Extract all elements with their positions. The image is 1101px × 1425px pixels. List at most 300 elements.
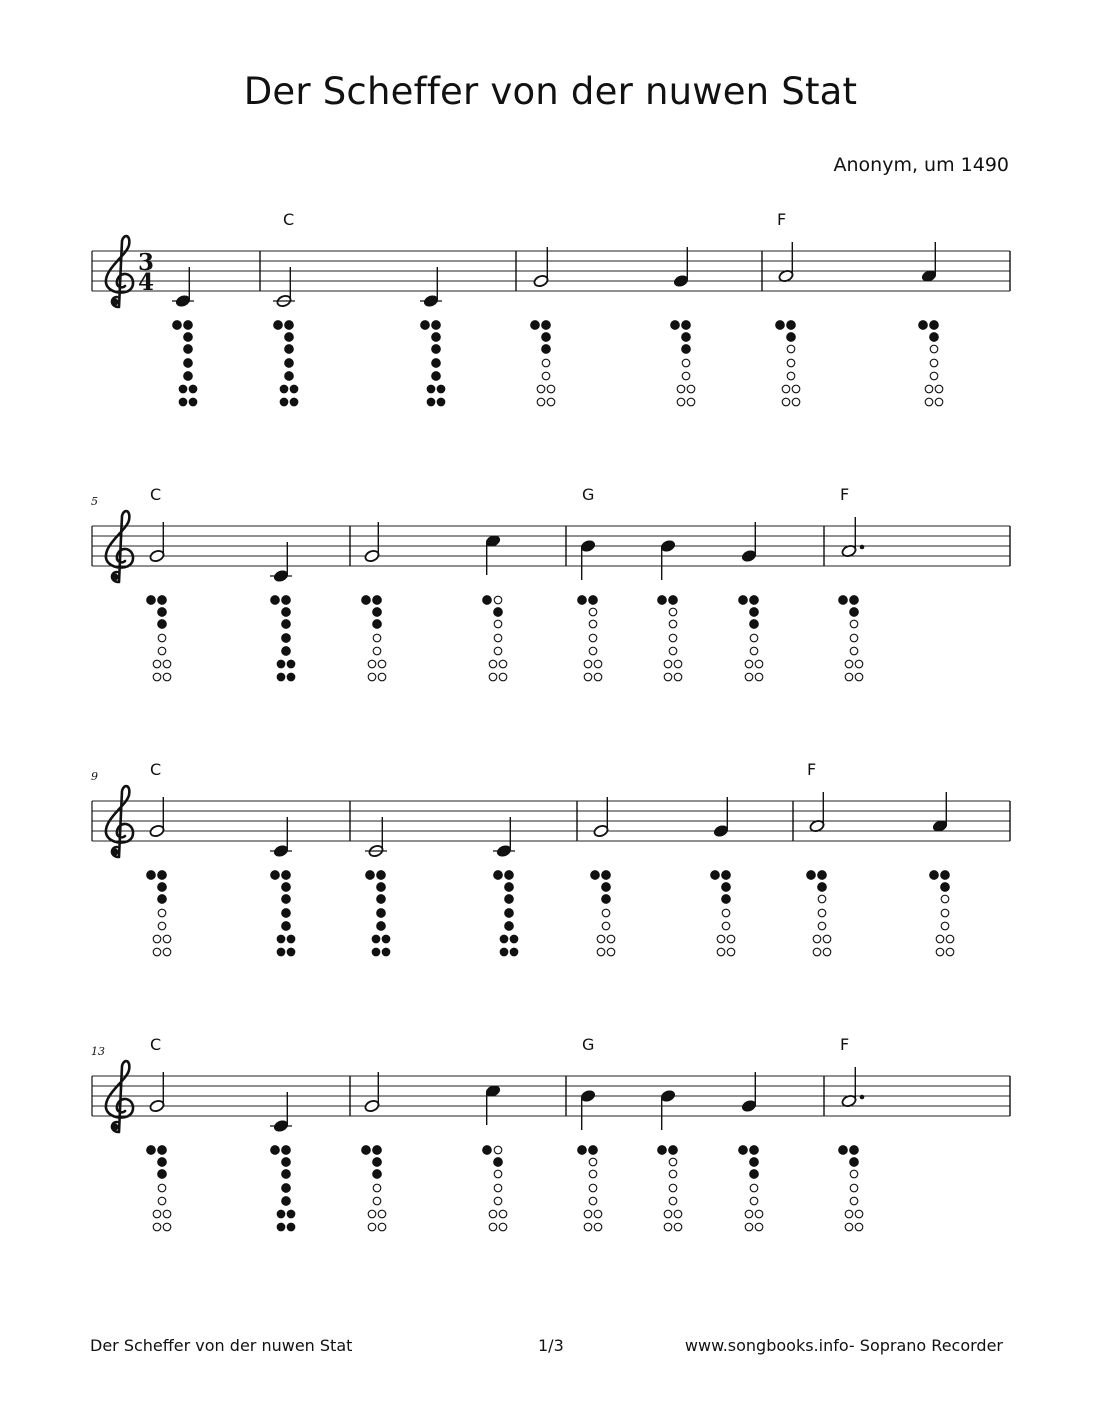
finger-hole-double <box>437 385 445 393</box>
finger-hole-double <box>163 948 171 956</box>
finger-hole-double <box>674 660 682 668</box>
finger-hole <box>432 359 441 368</box>
finger-hole <box>542 345 551 354</box>
finger-hole-double <box>717 948 725 956</box>
finger-hole <box>373 596 382 605</box>
finger-hole-double <box>510 948 518 956</box>
finger-hole <box>850 647 858 655</box>
finger-hole-double <box>290 385 298 393</box>
finger-hole-double <box>727 948 735 956</box>
finger-hole-double <box>677 385 685 393</box>
finger-hole <box>542 372 550 380</box>
finger-hole <box>930 333 939 342</box>
finger-hole-double <box>277 673 285 681</box>
finger-hole <box>282 895 291 904</box>
thumb-hole <box>271 596 280 605</box>
finger-hole-double <box>946 948 954 956</box>
finger-hole-double <box>755 1223 763 1231</box>
finger-hole <box>432 333 441 342</box>
finger-hole <box>282 1146 291 1155</box>
finger-hole-double <box>664 1210 672 1218</box>
finger-hole <box>589 1158 597 1166</box>
chord-symbol: F <box>777 210 787 229</box>
finger-hole-double <box>499 673 507 681</box>
finger-hole-double <box>287 673 295 681</box>
footer-title: Der Scheffer von der nuwen Stat <box>90 1336 353 1355</box>
thumb-hole <box>362 1146 371 1155</box>
finger-hole <box>505 922 514 931</box>
finger-hole <box>158 1146 167 1155</box>
finger-hole <box>158 922 166 930</box>
thumb-hole <box>362 596 371 605</box>
treble-clef <box>106 786 133 857</box>
finger-hole <box>787 321 796 330</box>
finger-hole-double <box>845 673 853 681</box>
finger-hole <box>494 608 503 617</box>
finger-hole-double <box>855 1210 863 1218</box>
finger-hole <box>722 909 730 917</box>
thumb-hole <box>271 871 280 880</box>
staff-system <box>91 1035 1010 1231</box>
staff-system <box>92 210 1010 406</box>
finger-hole <box>818 922 826 930</box>
finger-hole <box>602 909 610 917</box>
clef-tail-dot <box>112 1124 119 1131</box>
finger-hole <box>669 647 677 655</box>
finger-hole <box>722 922 730 930</box>
finger-hole <box>282 647 291 656</box>
finger-hole-double <box>594 1210 602 1218</box>
finger-hole <box>184 345 193 354</box>
finger-hole-double <box>607 948 615 956</box>
finger-hole <box>184 372 193 381</box>
finger-hole <box>850 608 859 617</box>
finger-hole <box>722 871 731 880</box>
finger-hole <box>850 620 858 628</box>
finger-hole-double <box>382 935 390 943</box>
finger-hole-double <box>936 948 944 956</box>
finger-hole <box>542 359 550 367</box>
time-signature-bottom: 4 <box>137 269 155 296</box>
finger-hole <box>669 596 678 605</box>
finger-hole <box>282 871 291 880</box>
finger-hole <box>930 359 938 367</box>
thumb-hole <box>147 596 156 605</box>
finger-hole <box>282 1184 291 1193</box>
augmentation-dot <box>860 1095 865 1100</box>
thumb-hole <box>271 1146 280 1155</box>
finger-hole-double <box>597 935 605 943</box>
finger-hole-double <box>280 385 288 393</box>
finger-hole-double <box>855 1223 863 1231</box>
composer-credit: Anonym, um 1490 <box>833 154 1009 176</box>
finger-hole-double <box>153 1223 161 1231</box>
finger-hole-double <box>664 673 672 681</box>
finger-hole <box>505 895 514 904</box>
finger-hole <box>787 333 796 342</box>
finger-hole <box>589 608 597 616</box>
finger-hole <box>682 372 690 380</box>
finger-hole <box>930 372 938 380</box>
finger-hole-double <box>372 935 380 943</box>
finger-hole <box>669 1158 677 1166</box>
finger-hole-double <box>823 935 831 943</box>
chord-symbol: G <box>582 485 595 504</box>
finger-hole-double <box>925 385 933 393</box>
chord-symbol: C <box>283 210 295 229</box>
finger-hole <box>669 634 677 642</box>
treble-clef <box>106 511 133 582</box>
page-title: Der Scheffer von der nuwen Stat <box>243 70 858 113</box>
finger-hole-double <box>687 385 695 393</box>
measure-number: 5 <box>91 495 98 508</box>
finger-hole-double <box>792 398 800 406</box>
measure-number: 9 <box>91 770 98 783</box>
finger-hole <box>750 1146 759 1155</box>
finger-hole <box>184 321 193 330</box>
finger-hole-double <box>755 660 763 668</box>
finger-hole-double <box>179 385 187 393</box>
finger-hole-double <box>745 660 753 668</box>
finger-hole-double <box>489 1223 497 1231</box>
finger-hole-double <box>745 1210 753 1218</box>
finger-hole <box>682 333 691 342</box>
chord-symbol: F <box>807 760 817 779</box>
finger-hole-double <box>368 660 376 668</box>
finger-hole <box>282 922 291 931</box>
finger-hole-double <box>489 1210 497 1218</box>
thumb-hole <box>776 321 785 330</box>
finger-hole-double <box>674 673 682 681</box>
finger-hole <box>505 883 514 892</box>
finger-hole-double <box>378 673 386 681</box>
finger-hole-double <box>510 935 518 943</box>
finger-hole-double <box>378 660 386 668</box>
finger-hole <box>669 1170 677 1178</box>
finger-hole-double <box>745 673 753 681</box>
finger-hole-double <box>677 398 685 406</box>
finger-hole <box>373 1158 382 1167</box>
finger-hole-double <box>499 660 507 668</box>
thumb-hole <box>147 871 156 880</box>
finger-hole <box>494 1146 502 1154</box>
finger-hole <box>669 1197 677 1205</box>
finger-hole-double <box>792 385 800 393</box>
finger-hole-double <box>717 935 725 943</box>
finger-hole-double <box>499 1210 507 1218</box>
finger-hole-double <box>823 948 831 956</box>
finger-hole-double <box>287 935 295 943</box>
thumb-hole <box>839 596 848 605</box>
finger-hole <box>589 1184 597 1192</box>
finger-hole-double <box>153 948 161 956</box>
finger-hole <box>285 333 294 342</box>
finger-hole <box>494 596 502 604</box>
finger-hole <box>282 634 291 643</box>
finger-hole <box>494 1184 502 1192</box>
finger-hole <box>589 1170 597 1178</box>
finger-hole <box>669 620 677 628</box>
finger-hole-double <box>153 1210 161 1218</box>
finger-hole-double <box>368 1223 376 1231</box>
finger-hole-double <box>500 948 508 956</box>
chord-symbol: C <box>150 1035 162 1054</box>
augmentation-dot <box>860 545 865 550</box>
finger-hole-double <box>277 935 285 943</box>
chord-symbol: G <box>582 1035 595 1054</box>
finger-hole <box>750 1184 758 1192</box>
finger-hole <box>669 1184 677 1192</box>
finger-hole-double <box>287 948 295 956</box>
finger-hole <box>941 909 949 917</box>
thumb-hole <box>839 1146 848 1155</box>
finger-hole <box>930 321 939 330</box>
thumb-hole <box>658 596 667 605</box>
finger-hole-double <box>813 935 821 943</box>
finger-hole-double <box>163 660 171 668</box>
finger-hole <box>722 895 731 904</box>
thumb-hole <box>366 871 375 880</box>
thumb-hole <box>739 596 748 605</box>
finger-hole <box>850 634 858 642</box>
finger-hole-double <box>287 660 295 668</box>
finger-hole-double <box>547 385 555 393</box>
finger-hole <box>432 321 441 330</box>
finger-hole-double <box>845 660 853 668</box>
finger-hole <box>158 608 167 617</box>
finger-hole <box>818 883 827 892</box>
finger-hole <box>158 895 167 904</box>
finger-hole-double <box>189 398 197 406</box>
finger-hole-double <box>674 1210 682 1218</box>
finger-hole <box>494 1158 503 1167</box>
finger-hole <box>373 1170 382 1179</box>
finger-hole <box>750 1158 759 1167</box>
finger-hole <box>373 608 382 617</box>
finger-hole-double <box>287 1210 295 1218</box>
finger-hole-double <box>163 1223 171 1231</box>
finger-hole-double <box>584 1210 592 1218</box>
finger-hole-double <box>855 660 863 668</box>
finger-hole <box>818 909 826 917</box>
thumb-hole <box>147 1146 156 1155</box>
finger-hole <box>589 634 597 642</box>
treble-clef <box>106 1061 133 1132</box>
finger-hole <box>158 909 166 917</box>
finger-hole <box>373 634 381 642</box>
finger-hole-double <box>189 385 197 393</box>
finger-hole <box>373 620 382 629</box>
chord-symbol: C <box>150 485 162 504</box>
finger-hole <box>818 895 826 903</box>
finger-hole-double <box>277 948 285 956</box>
finger-hole <box>941 883 950 892</box>
finger-hole <box>373 1146 382 1155</box>
finger-hole <box>282 883 291 892</box>
thumb-hole <box>739 1146 748 1155</box>
finger-hole <box>377 895 386 904</box>
finger-hole-double <box>547 398 555 406</box>
finger-hole <box>158 1184 166 1192</box>
finger-hole-double <box>153 935 161 943</box>
finger-hole <box>682 345 691 354</box>
finger-hole <box>158 596 167 605</box>
staff-system <box>91 760 1010 956</box>
finger-hole-double <box>163 673 171 681</box>
finger-hole-double <box>378 1210 386 1218</box>
thumb-hole <box>807 871 816 880</box>
clef-tail-dot <box>112 574 119 581</box>
finger-hole <box>602 871 611 880</box>
finger-hole <box>682 321 691 330</box>
finger-hole <box>285 345 294 354</box>
finger-hole-double <box>727 935 735 943</box>
finger-hole-double <box>427 385 435 393</box>
finger-hole <box>589 1197 597 1205</box>
thumb-hole <box>483 1146 492 1155</box>
finger-hole <box>930 345 938 353</box>
finger-hole <box>941 871 950 880</box>
finger-hole-double <box>437 398 445 406</box>
thumb-hole <box>658 1146 667 1155</box>
thumb-hole <box>494 871 503 880</box>
finger-hole-double <box>845 1223 853 1231</box>
thumb-hole <box>578 596 587 605</box>
finger-hole <box>750 608 759 617</box>
finger-hole <box>285 359 294 368</box>
finger-hole <box>158 1197 166 1205</box>
thumb-hole <box>711 871 720 880</box>
finger-hole-double <box>584 1223 592 1231</box>
finger-hole-double <box>489 673 497 681</box>
finger-hole-double <box>368 1210 376 1218</box>
finger-hole <box>589 620 597 628</box>
finger-hole <box>850 1146 859 1155</box>
finger-hole <box>602 895 611 904</box>
finger-hole-double <box>935 385 943 393</box>
finger-hole <box>158 883 167 892</box>
finger-hole <box>750 647 758 655</box>
finger-hole-double <box>382 948 390 956</box>
finger-hole-double <box>163 1210 171 1218</box>
finger-hole-double <box>664 1223 672 1231</box>
finger-hole-double <box>594 1223 602 1231</box>
finger-hole <box>432 372 441 381</box>
finger-hole-double <box>674 1223 682 1231</box>
finger-hole <box>850 1197 858 1205</box>
finger-hole-double <box>163 935 171 943</box>
finger-hole-double <box>594 673 602 681</box>
finger-hole-double <box>755 1210 763 1218</box>
finger-hole <box>850 1158 859 1167</box>
finger-hole <box>589 1146 598 1155</box>
footer-source: www.songbooks.info- Soprano Recorder <box>684 1336 1003 1355</box>
finger-hole <box>282 1158 291 1167</box>
finger-hole <box>602 883 611 892</box>
finger-hole-double <box>687 398 695 406</box>
finger-hole <box>432 345 441 354</box>
footer-page-number: 1/3 <box>538 1336 564 1355</box>
finger-hole-double <box>936 935 944 943</box>
finger-hole-double <box>782 385 790 393</box>
finger-hole-double <box>664 660 672 668</box>
clef-tail-dot <box>112 299 119 306</box>
finger-hole <box>494 1197 502 1205</box>
finger-hole-double <box>594 660 602 668</box>
thumb-hole <box>173 321 182 330</box>
finger-hole <box>505 909 514 918</box>
finger-hole <box>282 608 291 617</box>
clef-tail-dot <box>112 849 119 856</box>
chord-symbol: C <box>150 760 162 779</box>
finger-hole-double <box>280 398 288 406</box>
finger-hole-double <box>372 948 380 956</box>
finger-hole <box>184 359 193 368</box>
finger-hole <box>750 620 759 629</box>
finger-hole <box>750 1197 758 1205</box>
finger-hole-double <box>782 398 790 406</box>
finger-hole <box>722 883 731 892</box>
finger-hole <box>494 634 502 642</box>
finger-hole-double <box>755 673 763 681</box>
finger-hole <box>377 883 386 892</box>
finger-hole-double <box>153 673 161 681</box>
finger-hole <box>682 359 690 367</box>
finger-hole-double <box>537 385 545 393</box>
thumb-hole <box>531 321 540 330</box>
finger-hole <box>377 922 386 931</box>
finger-hole-double <box>537 398 545 406</box>
finger-hole <box>787 359 795 367</box>
finger-hole-double <box>607 935 615 943</box>
finger-hole <box>282 1197 291 1206</box>
finger-hole <box>158 871 167 880</box>
finger-hole <box>158 1170 167 1179</box>
treble-clef <box>106 236 133 307</box>
finger-hole <box>589 647 597 655</box>
finger-hole <box>373 1184 381 1192</box>
finger-hole <box>850 596 859 605</box>
thumb-hole <box>671 321 680 330</box>
finger-hole <box>377 871 386 880</box>
finger-hole <box>282 596 291 605</box>
finger-hole <box>750 1170 759 1179</box>
finger-hole <box>373 647 381 655</box>
finger-hole <box>850 1170 858 1178</box>
finger-hole-double <box>179 398 187 406</box>
finger-hole-double <box>855 673 863 681</box>
thumb-hole <box>591 871 600 880</box>
finger-hole-double <box>277 1210 285 1218</box>
finger-hole-double <box>277 1223 285 1231</box>
finger-hole-double <box>597 948 605 956</box>
finger-hole-double <box>845 1210 853 1218</box>
finger-hole <box>282 909 291 918</box>
finger-hole <box>158 1158 167 1167</box>
thumb-hole <box>578 1146 587 1155</box>
finger-hole <box>669 608 677 616</box>
finger-hole-double <box>584 660 592 668</box>
finger-hole <box>282 620 291 629</box>
finger-hole-double <box>946 935 954 943</box>
finger-hole <box>285 372 294 381</box>
chord-symbol: F <box>840 485 850 504</box>
finger-hole <box>787 345 795 353</box>
finger-hole <box>750 596 759 605</box>
thumb-hole <box>483 596 492 605</box>
finger-hole-double <box>500 935 508 943</box>
finger-hole <box>542 321 551 330</box>
